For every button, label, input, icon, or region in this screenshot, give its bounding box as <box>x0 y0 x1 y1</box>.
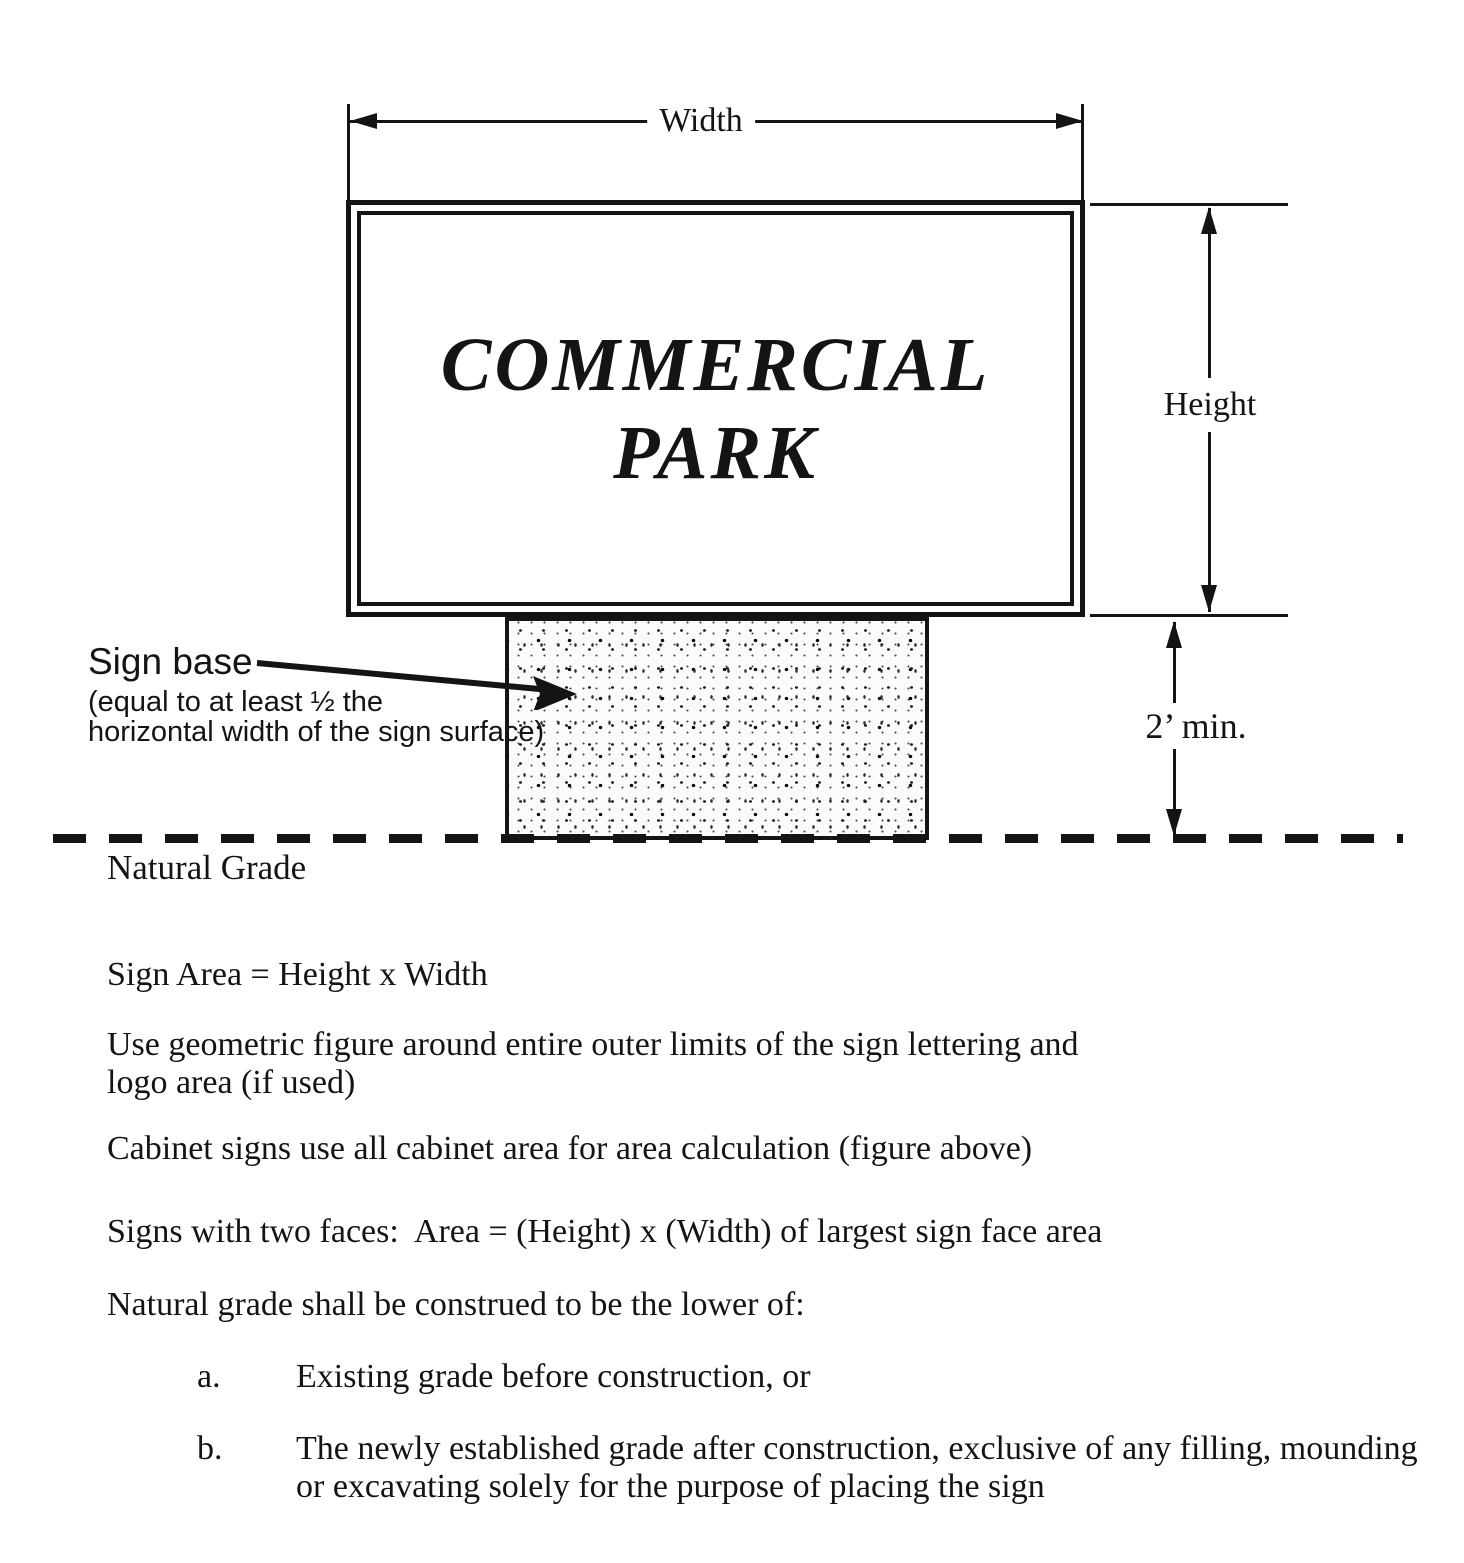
height-arrowhead-bottom-icon <box>1201 585 1217 612</box>
natural-grade-label: Natural Grade <box>107 848 307 887</box>
note-natural-grade-intro: Natural grade shall be construed to be the lower of: <box>107 1286 805 1323</box>
sign-text-line1: COMMERCIAL <box>440 322 991 407</box>
height-extension-line-bottom <box>1090 614 1288 617</box>
list-item-b-text-line1: The newly established grade after construction, exclusive of any filling, mounding <box>296 1430 1418 1467</box>
note-two-faces-rule: Signs with two faces: Area = (Height) x (Width) of largest sign face area <box>107 1213 1103 1250</box>
note-area-formula: Sign Area = Height x Width <box>107 956 488 993</box>
list-item-b-marker: b. <box>197 1430 223 1467</box>
list-item-b-text-line2: or excavating solely for the purpose of placing the sign <box>296 1468 1045 1505</box>
note-cabinet-rule: Cabinet signs use all cabinet area for area calculation (figure above) <box>107 1130 1033 1167</box>
sign-base-callout-sub2: horizontal width of the sign surface) <box>88 716 545 748</box>
width-dimension-label: Width <box>647 100 755 142</box>
sign-cabinet-inner-frame <box>357 211 1074 606</box>
sign-base-callout-title: Sign base <box>88 641 253 682</box>
list-item-a-marker: a. <box>197 1358 221 1395</box>
width-arrowhead-left-icon <box>350 113 377 129</box>
sign-base-pointer-arrow <box>250 650 585 710</box>
min-height-arrowhead-top-icon <box>1166 621 1182 648</box>
min-height-arrowhead-bottom-icon <box>1166 809 1182 836</box>
width-arrowhead-right-icon <box>1056 113 1083 129</box>
note-geometric-rule-line2: logo area (if used) <box>107 1064 356 1101</box>
min-height-dimension-label: 2’ min. <box>1135 703 1256 749</box>
sign-text-line2: PARK <box>613 410 818 495</box>
height-dimension-label: Height <box>1152 378 1269 432</box>
height-extension-line-top <box>1090 203 1288 206</box>
note-geometric-rule-line1: Use geometric figure around entire outer limits of the sign lettering and <box>107 1026 1079 1063</box>
list-item-a-text: Existing grade before construction, or <box>296 1358 811 1395</box>
height-arrowhead-top-icon <box>1201 207 1217 234</box>
natural-grade-dashed-line <box>53 834 1403 843</box>
sign-cabinet-outer-frame <box>346 200 1085 617</box>
sign-base-callout-sub1: (equal to at least ½ the <box>88 686 384 718</box>
